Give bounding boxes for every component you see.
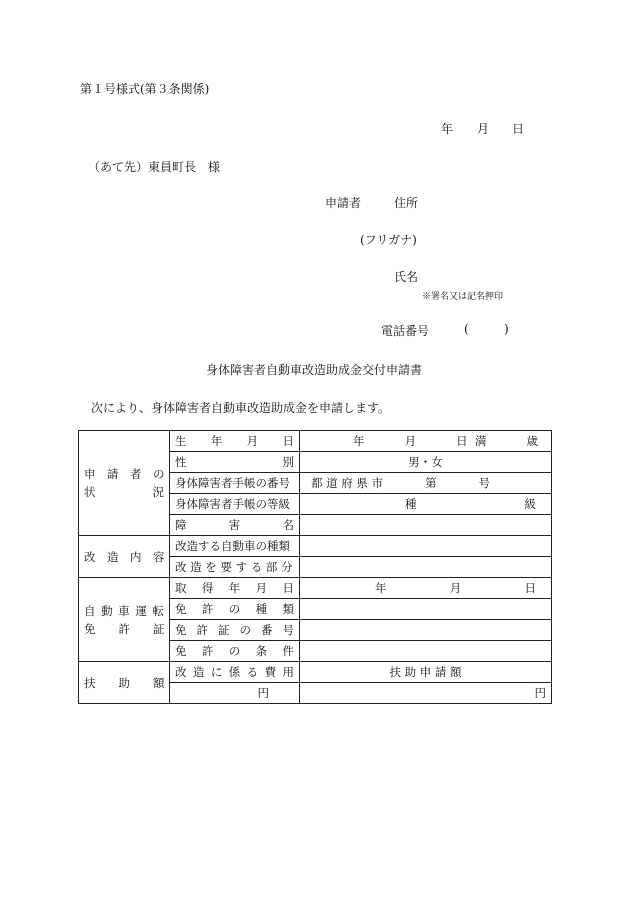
group-modification: 改 造 内 容 xyxy=(79,536,170,578)
handbook-number-label: 身体障害者手帳の番号 xyxy=(170,473,300,494)
addressee: （あて先）東員町長 様 xyxy=(88,160,221,174)
license-type-field[interactable] xyxy=(300,599,552,620)
handbook-number-field[interactable]: 都 道 府 県 市 第 号 xyxy=(300,473,552,494)
acquired-date-label: 取 得 年 月 日 xyxy=(170,578,300,599)
gender-field[interactable]: 男・女 xyxy=(300,452,552,473)
disability-field[interactable] xyxy=(300,515,552,536)
document-title: 身体障害者自動車改造助成金交付申請書 xyxy=(206,363,423,377)
address-label: 住所 xyxy=(394,196,419,210)
license-type-label: 免 許 の 種 類 xyxy=(170,599,300,620)
modify-part-field[interactable] xyxy=(300,557,552,578)
acquired-date-field[interactable]: 年 月 日 xyxy=(300,578,552,599)
date-month-label: 月 xyxy=(477,122,490,136)
group-license: 自 動 車 運 転 免 許 証 xyxy=(79,578,170,662)
request-field[interactable]: 円 xyxy=(300,683,552,704)
group-applicant-status: 申 請 者 の 状 況 xyxy=(79,431,170,536)
form-number: 第１号様式(第３条関係) xyxy=(80,82,210,96)
date-day-label: 日 xyxy=(512,122,525,136)
birthdate-label: 生 年 月 日 xyxy=(170,431,300,452)
handbook-grade-field[interactable]: 種 級 xyxy=(300,494,552,515)
furigana-label: (フリガナ) xyxy=(360,233,417,247)
license-conditions-field[interactable] xyxy=(300,641,552,662)
request-label: 扶 助 申 請 額 xyxy=(300,662,552,683)
seal-note: ※署名又は記名押印 xyxy=(422,292,504,302)
phone-paren-close: ) xyxy=(504,322,509,336)
gender-label: 性 別 xyxy=(170,452,300,473)
date-year-label: 年 xyxy=(441,122,454,136)
application-table xyxy=(78,430,552,704)
disability-label: 障 害 名 xyxy=(170,515,300,536)
intro-text: 次により、身体障害者自動車改造助成金を申請します。 xyxy=(91,401,391,415)
cost-label: 改 造 に 係 る 費 用 xyxy=(170,662,300,683)
phone-label: 電話番号 xyxy=(381,324,430,338)
name-label: 氏名 xyxy=(394,270,419,284)
cost-field[interactable]: 円 xyxy=(170,683,300,704)
license-conditions-label: 免 許 の 条 件 xyxy=(170,641,300,662)
modify-part-label: 改 造 を 要 す る 部 分 xyxy=(170,557,300,578)
phone-paren-open: ( xyxy=(464,322,469,336)
vehicle-type-field[interactable] xyxy=(300,536,552,557)
birthdate-field[interactable]: 年 月 日 満 歳 xyxy=(300,431,552,452)
applicant-label: 申請者 xyxy=(325,196,362,210)
handbook-grade-label: 身体障害者手帳の等級 xyxy=(170,494,300,515)
group-aid-amount: 扶 助 額 xyxy=(79,662,170,704)
vehicle-type-label: 改造する自動車の種類 xyxy=(170,536,300,557)
license-number-field[interactable] xyxy=(300,620,552,641)
license-number-label: 免 許 証 の 番 号 xyxy=(170,620,300,641)
